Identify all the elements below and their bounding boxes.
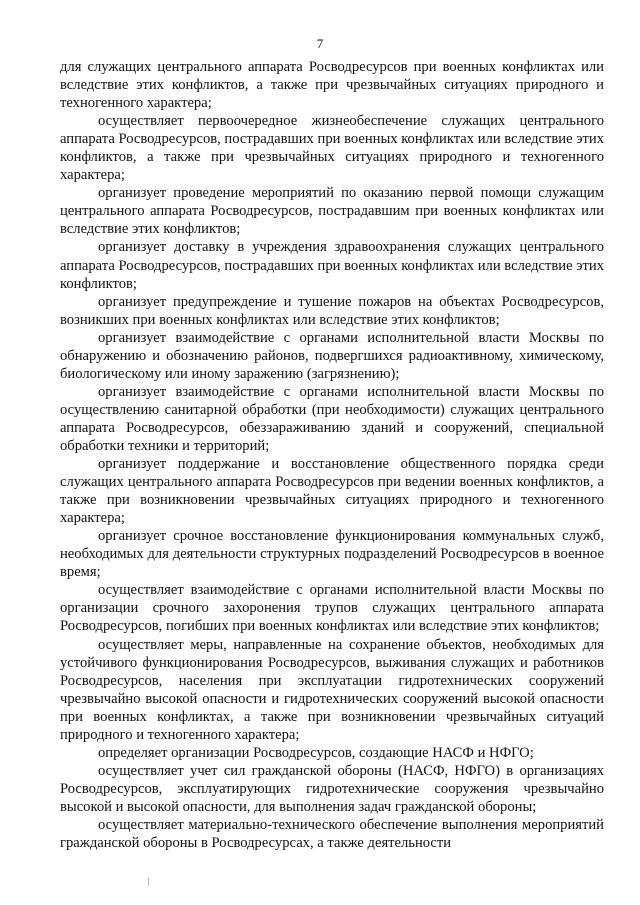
paragraph-organizations: определяет организации Росводресурсов, создающие НАСФ и НФГО; <box>98 744 534 761</box>
paragraph-public-order: организует поддержание и восстановление общественного порядка среди служащих центрального аппарата Росводресурсов при ведении военных конфликтов, а также при возникновении чрезвычайных ситуациях природного и техногенного характера; <box>60 456 604 527</box>
paragraph-delivery-healthcare: организует доставку в учреждения здравоохранения служащих центрального аппарата Росводресурсов, пострадавших при военных конфликтах или вследствие этих конфликтов; <box>60 239 604 292</box>
paragraph-continued: для служащих центрального аппарата Росводресурсов при военных конфликтах или вследствие этих конфликтов, а также при чрезвычайных ситуациях природного и техногенного характера; <box>60 59 604 112</box>
paragraph-object-preservation: осуществляет меры, направленные на сохранение объектов, необходимых для устойчивого функционирования Росводресурсов, выживания служащих и работников Росводресурсов, населения при эксплуатации гидротехнических сооружений чрезвычайно высокой опасности и гидротехнических сооружений высокой опасности при военных конфликтах, а также при возникновении чрезвычайных ситуаций природного и техногенного характера; <box>60 636 604 743</box>
paragraph-contamination-detection: организует взаимодействие с органами исполнительной власти Москвы по обнаружению и обозначению районов, подвергшихся радиоактивному, химическому, биологическому или иному заражению (загрязнению); <box>60 329 604 382</box>
paragraph-fire-prevention: организует предупреждение и тушение пожаров на объектах Росводресурсов, возникших при военных конфликтах или вследствие этих конфликтов; <box>60 293 604 328</box>
paragraph-first-aid: организует проведение мероприятий по оказанию первой помощи служащим центрального аппарата Росводресурсов, пострадавшим при военных конфликтах или вследствие этих конфликтов; <box>60 185 604 238</box>
paragraph-life-support: осуществляет первоочередное жизнеобеспечение служащих центрального аппарата Росводресурсов, пострадавших при военных конфликтах или вследствие этих конфликтов, а также при чрезвычайных ситуациях природного и техногенного характера; <box>60 113 604 184</box>
scan-artifact <box>148 878 149 886</box>
paragraph-forces-accounting: осуществляет учет сил гражданской обороны (НАСФ, НФГО) в организациях Росводресурсов, эксплуатирующих гидротехнические сооружения чрезвычайно высокой и высокой опасности, для выполнения задач гражданской обороны; <box>60 762 604 815</box>
paragraph-material-support: осуществляет материально-технического обеспечение выполнения мероприятий гражданской обороны в Росводресурсах, а также деятельности <box>60 816 604 852</box>
page-number: 7 <box>316 36 324 51</box>
paragraph-burial: осуществляет взаимодействие с органами исполнительной власти Москвы по организации срочного захоронения трупов служащих центрального аппарата Росводресурсов, погибших при военных конфликтах или вследствие этих конфликтов; <box>60 582 604 635</box>
paragraph-utilities-restoration: организует срочное восстановление функционирования коммунальных служб, необходимых для деятельности структурных подразделений Росводресурсов в военное время; <box>60 528 604 581</box>
paragraph-sanitary-treatment: организует взаимодействие с органами исполнительной власти Москвы по осуществлению санитарной обработки (при необходимости) служащих центрального аппарата Росводресурсов, обеззараживанию зданий и сооружений, специальной обработки техники и территорий; <box>60 383 604 454</box>
document-body <box>60 58 604 852</box>
